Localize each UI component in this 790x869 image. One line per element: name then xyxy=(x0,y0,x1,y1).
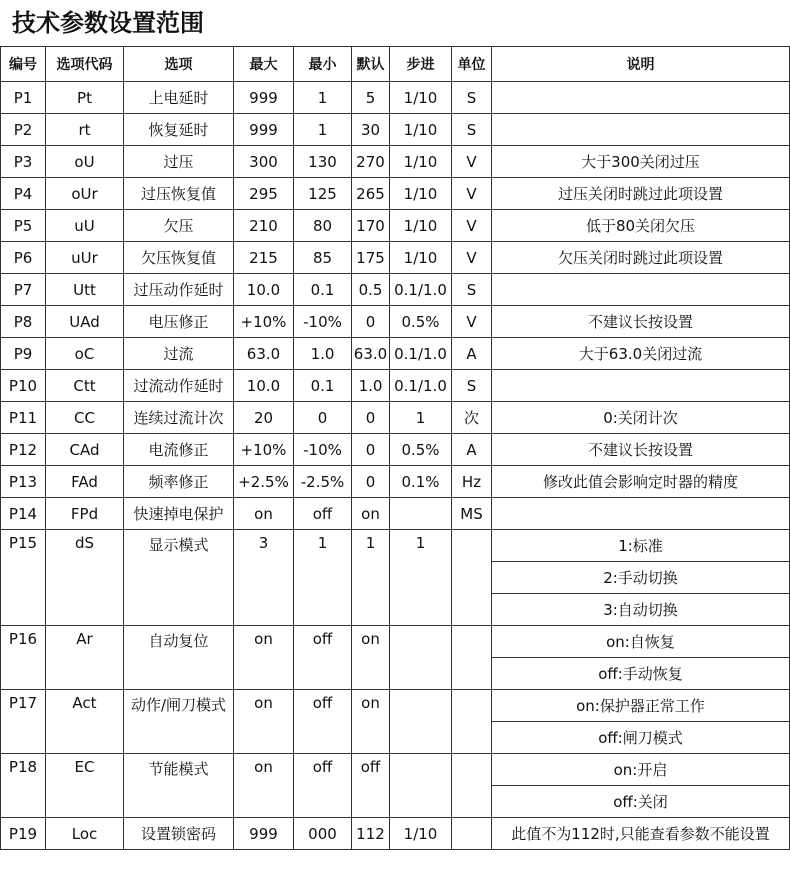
param-max: 3 xyxy=(234,530,294,626)
table-row xyxy=(1,146,790,178)
table-row xyxy=(1,242,790,274)
param-description: on:自恢复 xyxy=(492,626,790,658)
param-description: 修改此值会影响定时器的精度 xyxy=(492,466,790,498)
param-description: 不建议长按设置 xyxy=(492,434,790,466)
param-unit: S xyxy=(452,82,492,114)
param-unit xyxy=(452,754,492,818)
param-unit: MS xyxy=(452,498,492,530)
param-max: +10% xyxy=(234,306,294,338)
param-default: 1 xyxy=(352,530,390,626)
param-min: off xyxy=(294,690,352,754)
parameter-table xyxy=(0,46,790,850)
param-id: P8 xyxy=(1,306,46,338)
table-row xyxy=(1,754,790,786)
param-max: 215 xyxy=(234,242,294,274)
param-description: 大于300关闭过压 xyxy=(492,146,790,178)
param-step: 0.1/1.0 xyxy=(390,338,452,370)
param-id: P1 xyxy=(1,82,46,114)
param-unit xyxy=(452,690,492,754)
table-row xyxy=(1,82,790,114)
param-unit: V xyxy=(452,242,492,274)
param-step: 0.1/1.0 xyxy=(390,370,452,402)
param-id: P4 xyxy=(1,178,46,210)
param-description: 1:标准 xyxy=(492,530,790,562)
param-code: Loc xyxy=(46,818,124,850)
param-default: 270 xyxy=(352,146,390,178)
param-default: 0 xyxy=(352,306,390,338)
param-id: P13 xyxy=(1,466,46,498)
table-row xyxy=(1,402,790,434)
param-max: +2.5% xyxy=(234,466,294,498)
param-description: on:保护器正常工作 xyxy=(492,690,790,722)
param-min: 80 xyxy=(294,210,352,242)
table-row xyxy=(1,818,790,850)
param-name: 设置锁密码 xyxy=(124,818,234,850)
param-code: EC xyxy=(46,754,124,818)
param-step: 0.5% xyxy=(390,306,452,338)
param-unit: V xyxy=(452,178,492,210)
header-step: 步进 xyxy=(390,47,452,82)
table-row xyxy=(1,338,790,370)
param-min: 130 xyxy=(294,146,352,178)
table-row xyxy=(1,690,790,722)
header-code: 选项代码 xyxy=(46,47,124,82)
param-description xyxy=(492,274,790,306)
param-max: on xyxy=(234,690,294,754)
param-max: 20 xyxy=(234,402,294,434)
param-code: Utt xyxy=(46,274,124,306)
param-id: P7 xyxy=(1,274,46,306)
param-min: 1 xyxy=(294,82,352,114)
param-code: UAd xyxy=(46,306,124,338)
param-unit: A xyxy=(452,434,492,466)
param-default: 0.5 xyxy=(352,274,390,306)
param-unit: S xyxy=(452,370,492,402)
table-row xyxy=(1,370,790,402)
param-default: 0 xyxy=(352,402,390,434)
param-max: 300 xyxy=(234,146,294,178)
param-id: P6 xyxy=(1,242,46,274)
param-step xyxy=(390,626,452,690)
param-description: off:关闭 xyxy=(492,786,790,818)
param-id: P17 xyxy=(1,690,46,754)
param-max: 999 xyxy=(234,818,294,850)
param-id: P9 xyxy=(1,338,46,370)
param-min: -10% xyxy=(294,434,352,466)
param-max: +10% xyxy=(234,434,294,466)
param-code: oU xyxy=(46,146,124,178)
param-description: off:闸刀模式 xyxy=(492,722,790,754)
param-min: 000 xyxy=(294,818,352,850)
param-id: P2 xyxy=(1,114,46,146)
param-name: 过压 xyxy=(124,146,234,178)
param-description: 不建议长按设置 xyxy=(492,306,790,338)
param-name: 欠压 xyxy=(124,210,234,242)
header-unit: 单位 xyxy=(452,47,492,82)
param-min: 0 xyxy=(294,402,352,434)
param-step xyxy=(390,690,452,754)
param-code: FPd xyxy=(46,498,124,530)
param-step: 0.1/1.0 xyxy=(390,274,452,306)
table-row xyxy=(1,210,790,242)
table-row xyxy=(1,498,790,530)
param-id: P14 xyxy=(1,498,46,530)
param-description: 低于80关闭欠压 xyxy=(492,210,790,242)
header-min: 最小 xyxy=(294,47,352,82)
param-id: P16 xyxy=(1,626,46,690)
param-min: off xyxy=(294,626,352,690)
param-code: Ar xyxy=(46,626,124,690)
param-code: FAd xyxy=(46,466,124,498)
param-description xyxy=(492,498,790,530)
table-body xyxy=(1,82,790,850)
param-name: 电流修正 xyxy=(124,434,234,466)
param-min: -2.5% xyxy=(294,466,352,498)
param-code: dS xyxy=(46,530,124,626)
param-default: 175 xyxy=(352,242,390,274)
param-id: P18 xyxy=(1,754,46,818)
header-row xyxy=(1,47,790,82)
param-id: P5 xyxy=(1,210,46,242)
param-name: 过压恢复值 xyxy=(124,178,234,210)
param-unit: 次 xyxy=(452,402,492,434)
param-id: P19 xyxy=(1,818,46,850)
param-name: 恢复延时 xyxy=(124,114,234,146)
param-description: 2:手动切换 xyxy=(492,562,790,594)
param-default: 0 xyxy=(352,434,390,466)
table-row xyxy=(1,626,790,658)
param-default: 0 xyxy=(352,466,390,498)
table-row xyxy=(1,306,790,338)
header-id: 编号 xyxy=(1,47,46,82)
param-description xyxy=(492,114,790,146)
param-max: 999 xyxy=(234,82,294,114)
param-step: 1 xyxy=(390,530,452,626)
param-name: 上电延时 xyxy=(124,82,234,114)
param-description: 欠压关闭时跳过此项设置 xyxy=(492,242,790,274)
param-step: 0.5% xyxy=(390,434,452,466)
param-name: 自动复位 xyxy=(124,626,234,690)
param-step: 1/10 xyxy=(390,242,452,274)
param-code: uUr xyxy=(46,242,124,274)
table-row xyxy=(1,178,790,210)
param-unit: V xyxy=(452,146,492,178)
param-max: 210 xyxy=(234,210,294,242)
param-default: on xyxy=(352,626,390,690)
param-default: 1.0 xyxy=(352,370,390,402)
param-min: off xyxy=(294,498,352,530)
param-step: 0.1% xyxy=(390,466,452,498)
param-max: on xyxy=(234,626,294,690)
table-row xyxy=(1,530,790,562)
param-min: -10% xyxy=(294,306,352,338)
param-unit: A xyxy=(452,338,492,370)
param-description xyxy=(492,370,790,402)
param-code: Pt xyxy=(46,82,124,114)
param-unit: S xyxy=(452,114,492,146)
param-default: 63.0 xyxy=(352,338,390,370)
param-step: 1/10 xyxy=(390,818,452,850)
param-description: 3:自动切换 xyxy=(492,594,790,626)
param-min: 85 xyxy=(294,242,352,274)
param-id: P12 xyxy=(1,434,46,466)
param-default: 265 xyxy=(352,178,390,210)
param-min: 1 xyxy=(294,114,352,146)
table-row xyxy=(1,466,790,498)
param-description: on:开启 xyxy=(492,754,790,786)
header-description: 说明 xyxy=(492,47,790,82)
param-unit xyxy=(452,818,492,850)
param-id: P3 xyxy=(1,146,46,178)
param-code: uU xyxy=(46,210,124,242)
param-id: P11 xyxy=(1,402,46,434)
param-default: 30 xyxy=(352,114,390,146)
param-code: CAd xyxy=(46,434,124,466)
param-unit: S xyxy=(452,274,492,306)
param-name: 电压修正 xyxy=(124,306,234,338)
param-default: on xyxy=(352,690,390,754)
param-max: 10.0 xyxy=(234,370,294,402)
param-description: 大于63.0关闭过流 xyxy=(492,338,790,370)
param-unit xyxy=(452,530,492,626)
param-step: 1/10 xyxy=(390,146,452,178)
table-row xyxy=(1,274,790,306)
param-max: 295 xyxy=(234,178,294,210)
param-max: 10.0 xyxy=(234,274,294,306)
param-name: 过压动作延时 xyxy=(124,274,234,306)
param-code: oC xyxy=(46,338,124,370)
param-step: 1/10 xyxy=(390,210,452,242)
header-option: 选项 xyxy=(124,47,234,82)
param-step: 1/10 xyxy=(390,114,452,146)
param-code: Ctt xyxy=(46,370,124,402)
param-unit: V xyxy=(452,306,492,338)
param-unit: Hz xyxy=(452,466,492,498)
param-unit: V xyxy=(452,210,492,242)
param-name: 动作/闸刀模式 xyxy=(124,690,234,754)
page-title: 技术参数设置范围 xyxy=(12,9,204,37)
param-code: oUr xyxy=(46,178,124,210)
param-id: P10 xyxy=(1,370,46,402)
param-max: 63.0 xyxy=(234,338,294,370)
param-code: rt xyxy=(46,114,124,146)
param-max: 999 xyxy=(234,114,294,146)
param-step: 1/10 xyxy=(390,178,452,210)
header-max: 最大 xyxy=(234,47,294,82)
param-name: 节能模式 xyxy=(124,754,234,818)
param-code: Act xyxy=(46,690,124,754)
param-name: 快速掉电保护 xyxy=(124,498,234,530)
param-step: 1/10 xyxy=(390,82,452,114)
param-max: on xyxy=(234,498,294,530)
param-min: 0.1 xyxy=(294,370,352,402)
param-step: 1 xyxy=(390,402,452,434)
param-default: 170 xyxy=(352,210,390,242)
param-name: 显示模式 xyxy=(124,530,234,626)
param-min: off xyxy=(294,754,352,818)
param-min: 0.1 xyxy=(294,274,352,306)
param-default: 5 xyxy=(352,82,390,114)
param-min: 1 xyxy=(294,530,352,626)
table-row xyxy=(1,434,790,466)
param-code: CC xyxy=(46,402,124,434)
param-description: 过压关闭时跳过此项设置 xyxy=(492,178,790,210)
param-default: on xyxy=(352,498,390,530)
param-default: off xyxy=(352,754,390,818)
param-unit xyxy=(452,626,492,690)
param-min: 1.0 xyxy=(294,338,352,370)
param-step xyxy=(390,498,452,530)
param-description: off:手动恢复 xyxy=(492,658,790,690)
param-min: 125 xyxy=(294,178,352,210)
header-default: 默认 xyxy=(352,47,390,82)
param-name: 过流动作延时 xyxy=(124,370,234,402)
param-name: 连续过流计次 xyxy=(124,402,234,434)
param-name: 欠压恢复值 xyxy=(124,242,234,274)
param-default: 112 xyxy=(352,818,390,850)
table-row xyxy=(1,114,790,146)
param-description: 此值不为112时,只能查看参数不能设置 xyxy=(492,818,790,850)
param-description: 0:关闭计次 xyxy=(492,402,790,434)
param-max: on xyxy=(234,754,294,818)
param-name: 过流 xyxy=(124,338,234,370)
param-id: P15 xyxy=(1,530,46,626)
param-step xyxy=(390,754,452,818)
param-name: 频率修正 xyxy=(124,466,234,498)
param-description xyxy=(492,82,790,114)
